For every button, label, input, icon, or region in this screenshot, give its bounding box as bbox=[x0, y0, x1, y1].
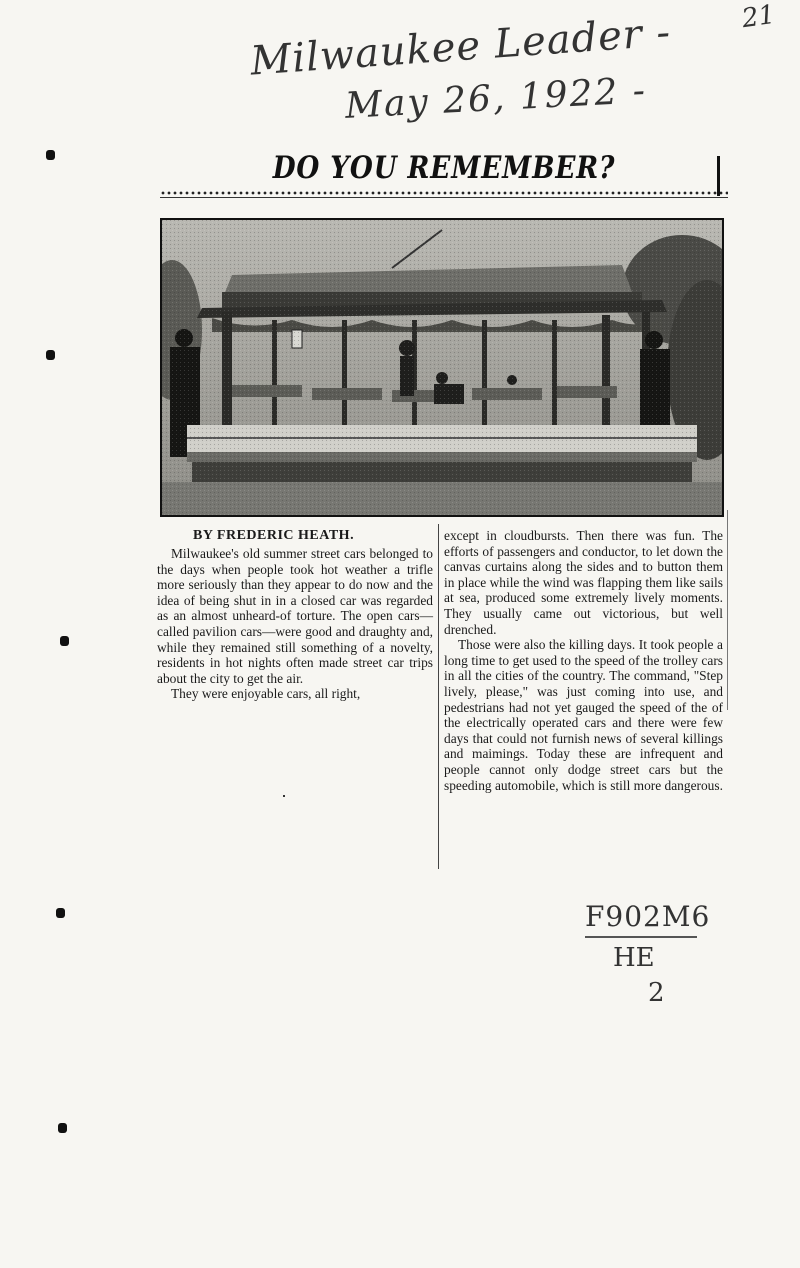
call-item-annotation: 2 bbox=[648, 978, 665, 1008]
publication-annotation: Milwaukee Leader - bbox=[248, 9, 673, 85]
streetcar-illustration bbox=[162, 220, 722, 515]
column-marker bbox=[717, 156, 720, 196]
binder-hole bbox=[56, 908, 65, 918]
headline-rule bbox=[160, 197, 728, 198]
call-number-underline bbox=[585, 936, 697, 938]
article-column-2 bbox=[444, 528, 723, 793]
binder-hole bbox=[60, 636, 69, 646]
column-divider bbox=[438, 524, 439, 869]
decorative-dotted-rule bbox=[160, 190, 728, 196]
paragraph: Those were also the killing days. It took people a long time to get used to the speed of the trolley cars in all the cities of the country. The command, "Step lively, please," was just coming into use, and pedestrians had not yet gauged the speed of the of the electrically operated cars and there were few days that could not furnish news of several killings and maimings. Today these are infrequent and people cannot only dodge street cars but the speeding automobile, which is still more dangerous. bbox=[444, 637, 723, 793]
scan-speck bbox=[283, 795, 285, 797]
binder-hole bbox=[58, 1123, 67, 1133]
streetcar-photo bbox=[160, 218, 724, 517]
binder-hole bbox=[46, 150, 55, 160]
article-column-1 bbox=[157, 546, 433, 702]
paragraph: Milwaukee's old summer street cars belonged to the days when people took hot weather a trifle more seriously than they appear to do now and the idea of being shut in in a closed car was regarded as an almost unheard-of torture. The open cars—called pavilion cars—were good and draughty and, while they remained still something of a novelty, residents in hot nights often made street car trips about the city to get the air. bbox=[157, 546, 433, 686]
paragraph: They were enjoyable cars, all right, bbox=[171, 686, 361, 702]
call-number-annotation: F902M6 bbox=[585, 900, 711, 933]
headline-banner bbox=[160, 150, 728, 202]
page-number-annotation: 21 bbox=[740, 0, 778, 35]
clipping-edge bbox=[727, 510, 728, 710]
binder-hole bbox=[46, 350, 55, 360]
paragraph: except in cloudbursts. Then there was fun. The efforts of passengers and conductor, to let down the canvas curtains along the sides and to button them in place while the wind was flapping them like sails at sea, produced some extremely lively moments. They usually came out victorious, but well drenched. bbox=[444, 528, 723, 637]
byline: BY FREDERIC HEATH. bbox=[193, 528, 355, 543]
headline: DO YOU REMEMBER? bbox=[272, 150, 616, 186]
call-sub-annotation: HE bbox=[613, 943, 655, 973]
date-annotation: May 26, 1922 - bbox=[344, 70, 648, 127]
